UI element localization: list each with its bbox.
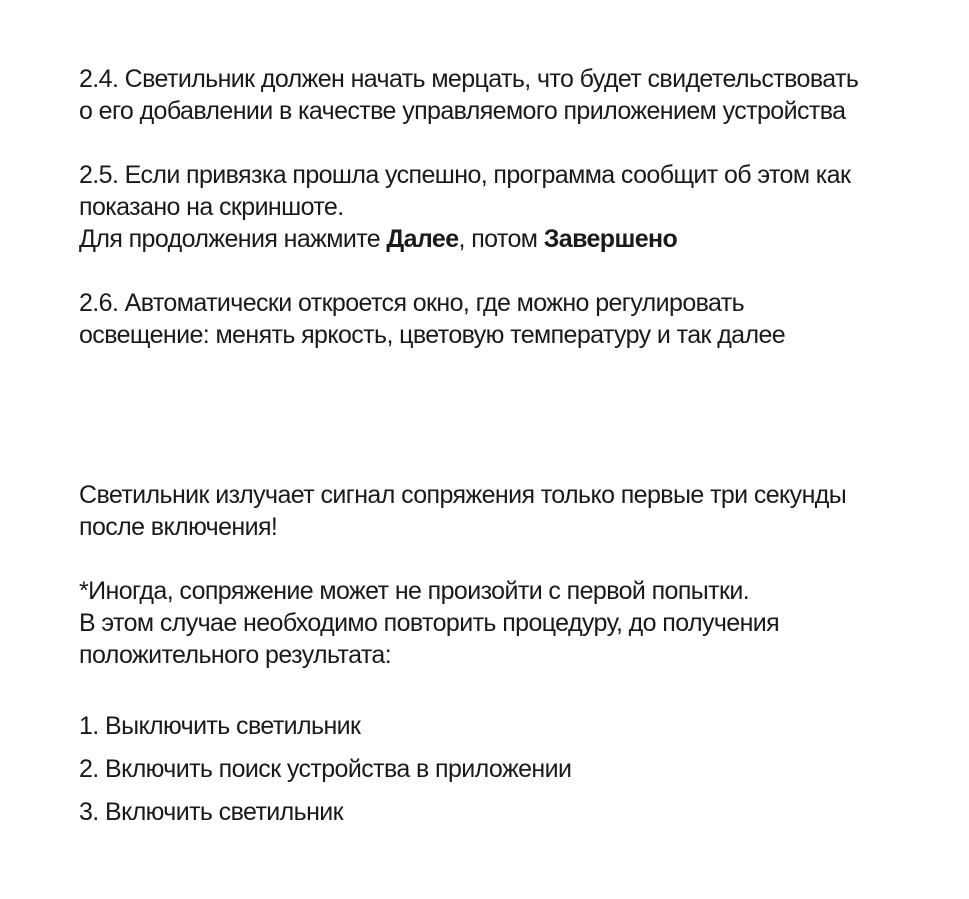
- retry-note: [79, 575, 939, 671]
- section-2-5-line-1: 2.5. Если привязка прошла успешно, программа сообщит об этом как: [79, 161, 851, 189]
- next-button-label: Далее: [386, 225, 459, 253]
- section-2-4-line-2: о его добавлении в качестве управляемого приложением устройства: [79, 97, 846, 125]
- section-2-5-line-3: [79, 223, 939, 255]
- pairing-warning-line-2: после включения!: [79, 513, 278, 541]
- retry-steps-list: [79, 705, 939, 834]
- finish-button-label: Завершено: [543, 225, 678, 253]
- section-2-4-line-1: 2.4. Светильник должен начать мерцать, что будет свидетельствовать: [79, 65, 859, 93]
- pairing-warning: [79, 479, 939, 543]
- instructions-page: [79, 63, 939, 834]
- retry-note-line-2: В этом случае необходимо повторить процедуру, до получения: [79, 609, 780, 637]
- section-2-5-line-2: показано на скриншоте.: [79, 193, 344, 221]
- section-2-6-line-2: освещение: менять яркость, цветовую температуру и так далее: [79, 321, 786, 349]
- retry-step-2: 2. Включить поиск устройства в приложении: [79, 755, 572, 783]
- section-2-6: [79, 287, 939, 351]
- pairing-warning-line-1: Светильник излучает сигнал сопряжения только первые три секунды: [79, 481, 847, 509]
- section-2-6-line-1: 2.6. Автоматически откроется окно, где можно регулировать: [79, 289, 745, 317]
- retry-note-line-3: положительного результата:: [79, 641, 392, 669]
- section-2-5: [79, 159, 939, 255]
- then-text: , потом: [458, 225, 544, 253]
- section-2-4: [79, 63, 939, 127]
- continue-instruction-text: Для продолжения нажмите: [79, 225, 387, 253]
- retry-note-line-1: *Иногда, сопряжение может не произойти с первой попытки.: [79, 577, 750, 605]
- retry-step-3: 3. Включить светильник: [79, 798, 343, 826]
- retry-step-1: 1. Выключить светильник: [79, 712, 361, 740]
